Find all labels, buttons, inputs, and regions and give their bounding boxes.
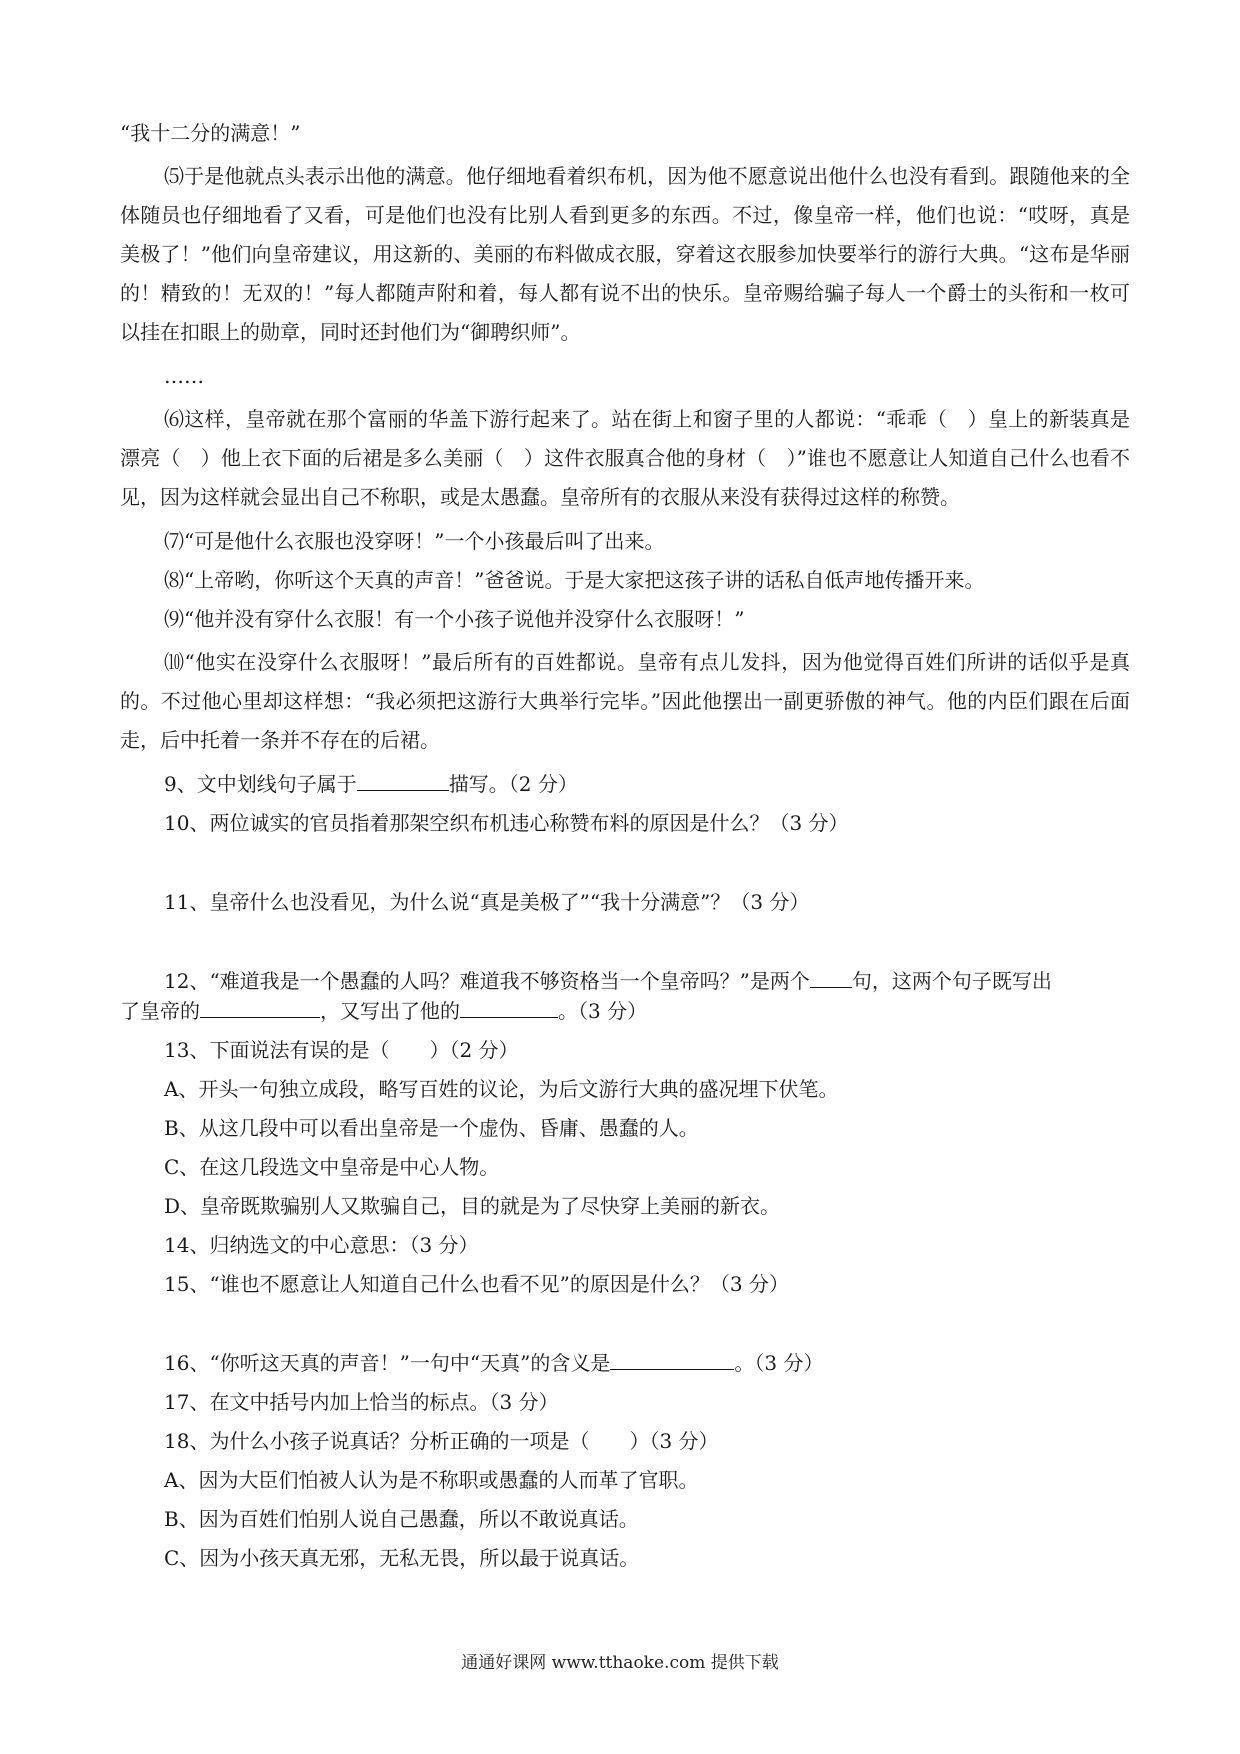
answer-blank[interactable] — [357, 772, 449, 791]
opening-quote: “我十二分的满意！” — [120, 121, 301, 145]
question-16 — [164, 1348, 1130, 1378]
question-17: 17、在文中括号内加上恰当的标点。（3 分） — [164, 1390, 559, 1414]
exam-page — [120, 118, 1130, 1582]
option-c: C、因为小孩天真无邪，无私无畏，所以最于说真话。 — [164, 1546, 640, 1570]
answer-blank[interactable] — [610, 1351, 734, 1370]
option-b: B、因为百姓们怕别人说自己愚蠢，所以不敢说真话。 — [164, 1507, 639, 1531]
question-14: 14、归纳选文的中心意思：（3 分） — [164, 1233, 479, 1257]
question-10: 10、两位诚实的官员指着那架空织布机违心称赞布料的原因是什么？（3 分） — [164, 811, 849, 835]
option-c: C、在这几段选文中皇帝是中心人物。 — [164, 1155, 500, 1179]
paragraph-9: ⑼“他并没有穿什么衣服！有一个小孩子说他并没穿什么衣服呀！” — [164, 607, 745, 631]
answer-blank[interactable] — [200, 999, 320, 1018]
question-9-text: 9、文中划线句子属于 — [164, 772, 357, 796]
question-12-tail: 。（3 分） — [558, 999, 648, 1023]
question-12 — [164, 966, 1130, 996]
question-9 — [164, 769, 1130, 799]
paragraph-5: ⑸于是他就点头表示出他的满意。他仔细地看着织布机，因为他不愿意说出他什么也没有看到。跟随他来的全体随员也仔细地看了又看，可是他们也没有比别人看到更多的东西。不过，像皇帝一样，他们也说：“哎呀，真是美极了！”他们向皇帝建议，用这新的、美丽的布料做成衣服，穿着这衣服参加快要举行的游行大典。“这布是华丽的！精致的！无双的！”每人都随声附和着，每人都有说不出的快乐。皇帝赐给骗子每人一个爵士的头衔和一枚可以挂在扣眼上的勋章，同时还封他们为“御聘织师”。 — [120, 164, 1130, 344]
footer-source: 通通好课网 www.tthaoke.com 提供下载 — [461, 1653, 779, 1673]
question-12-text-4: ，又写出了他的 — [320, 999, 460, 1023]
question-16-text: 16、“你听这天真的声音！”一句中“天真”的含义是 — [164, 1351, 611, 1375]
question-16-tail: 。（3 分） — [734, 1351, 824, 1375]
paragraph-7: ⑺“可是他什么衣服也没穿呀！”一个小孩最后叫了出来。 — [164, 529, 665, 553]
option-a: A、开头一句独立成段，略写百姓的议论，为后文游行大典的盛况埋下伏笔。 — [164, 1077, 839, 1101]
option-b: B、从这几段中可以看出皇帝是一个虚伪、昏庸、愚蠢的人。 — [164, 1116, 699, 1140]
question-15: 15、“谁也不愿意让人知道自己什么也看不见”的原因是什么？（3 分） — [164, 1272, 789, 1296]
question-13: 13、下面说法有误的是（ ）（2 分） — [164, 1038, 519, 1062]
question-9-tail: 描写。（2 分） — [448, 772, 578, 796]
paragraph-6: ⑹这样，皇帝就在那个富丽的华盖下游行起来了。站在街上和窗子里的人都说：“乖乖（ ）皇上的新装真是漂亮（ ）他上衣下面的后裙是多么美丽（ ）这件衣服真合他的身材（ ）”谁也不愿意让人知道自己什么也看不见，因为这样就会显出自己不称职，或是太愚蠢。皇帝所有的衣服从来没有获得过这样的称赞。 — [120, 407, 1130, 509]
option-a: A、因为大臣们怕被人认为是不称职或愚蠢的人而革了官职。 — [164, 1468, 699, 1492]
answer-blank[interactable] — [810, 969, 852, 988]
question-12-text-2: 句，这两个句子既写出 — [851, 969, 1052, 993]
ellipsis: …… — [164, 364, 204, 388]
question-12-cont — [120, 996, 1130, 1026]
option-d: D、皇帝既欺骗别人又欺骗自己，目的就是为了尽快穿上美丽的新衣。 — [164, 1194, 781, 1218]
answer-blank[interactable] — [460, 999, 558, 1018]
paragraph-8: ⑻“上帝哟，你听这个天真的声音！”爸爸说。于是大家把这孩子讲的话私自低声地传播开来。 — [164, 568, 985, 592]
paragraph-10: ⑽“他实在没穿什么衣服呀！”最后所有的百姓都说。皇帝有点儿发抖，因为他觉得百姓们所讲的话似乎是真的。不过他心里却这样想：“我必须把这游行大典举行完毕。”因此他摆出一副更骄傲的神气。他的内臣们跟在后面走，后中托着一条并不存在的后裙。 — [120, 650, 1130, 752]
question-12-text-3: 了皇帝的 — [120, 999, 200, 1023]
question-12-text: 12、“难道我是一个愚蠢的人吗？难道我不够资格当一个皇帝吗？”是两个 — [164, 969, 810, 993]
question-18: 18、为什么小孩子说真话？分析正确的一项是（ ）（3 分） — [164, 1429, 719, 1453]
question-11: 11、皇帝什么也没看见，为什么说“真是美极了”“我十分满意”？（3 分） — [164, 890, 810, 914]
